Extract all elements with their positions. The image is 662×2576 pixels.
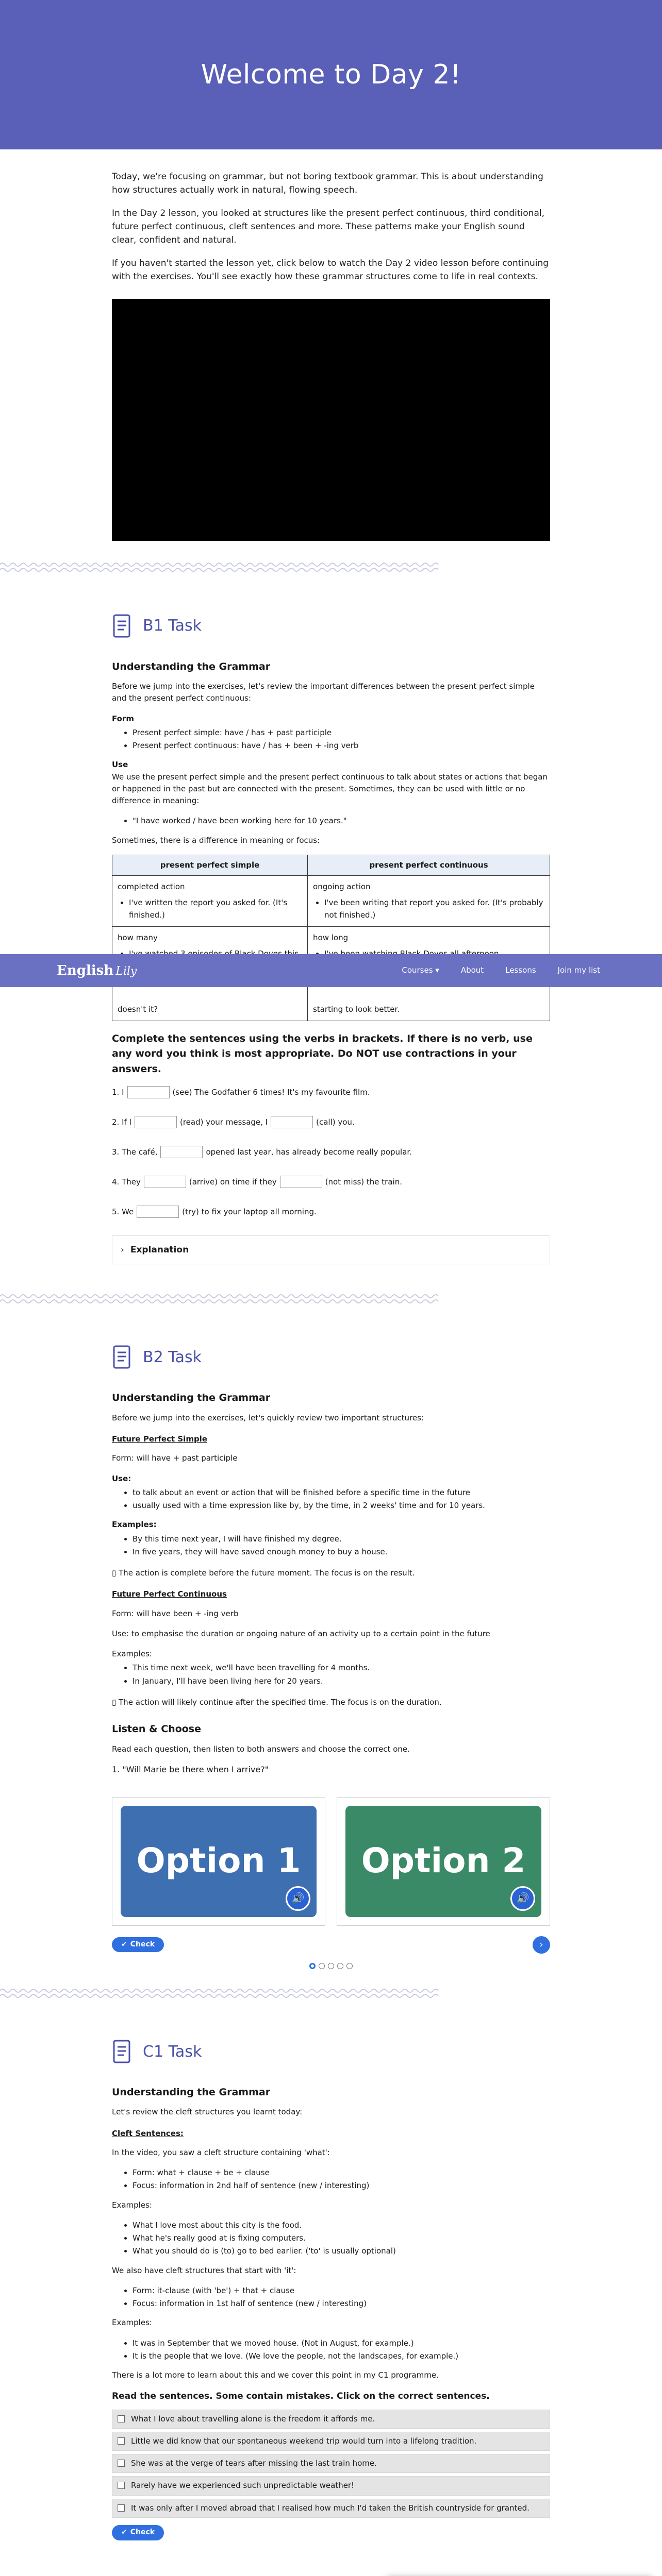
- b2-header: [112, 1345, 550, 1370]
- c1-section: [112, 2040, 550, 2540]
- examples-label: Examples:: [112, 1649, 152, 1659]
- exercise-item: [112, 1116, 550, 1128]
- answer-input[interactable]: [144, 1176, 186, 1188]
- fpc-form: Form: will have been + -ing verb: [112, 1608, 239, 1618]
- exercise-text: (read) your message, I: [179, 1117, 268, 1127]
- cell-label: completed action: [118, 882, 185, 892]
- listen-question: 1. "Will Marie be there when I arrive?": [112, 1764, 269, 1774]
- use-label: Use: [112, 760, 128, 770]
- check-label: Check: [130, 1940, 155, 1948]
- diff-text: Sometimes, there is a difference in meaning or focus:: [112, 835, 320, 845]
- book-icon: [112, 2040, 133, 2064]
- form-list: [133, 727, 550, 752]
- page-title: Welcome to Day 2!: [201, 59, 461, 90]
- list-item: • In five years, they will have saved enough money to buy a house.: [133, 1546, 550, 1558]
- option-1-label: Option 1: [121, 1806, 317, 1917]
- page-dot[interactable]: [328, 1963, 334, 1969]
- speaker-icon[interactable]: 🔊: [286, 1886, 310, 1911]
- exercise-item: [112, 1206, 550, 1218]
- fpc-example-list: [133, 1662, 550, 1687]
- sentence-text: It was only after I moved abroad that I realised how much I'd taken the British countryside for granted.: [131, 2503, 529, 2513]
- sentence-option[interactable]: [112, 2432, 550, 2451]
- intro-paragraph: Today, we're focusing on grammar, but not boring textbook grammar. This is about understanding how structures actually work in natural, flowing speech.: [112, 172, 543, 196]
- fps-use-list: [133, 1487, 550, 1512]
- exercise-item: [112, 1146, 550, 1158]
- fpc-label: Future Perfect Continuous: [112, 1589, 227, 1599]
- sentence-text: What I love about travelling alone is the freedom it affords me.: [131, 2414, 375, 2424]
- check-circle-icon: ✔: [121, 2528, 127, 2536]
- speaker-icon[interactable]: 🔊: [510, 1886, 535, 1911]
- exercise-text: 3. The café,: [112, 1147, 158, 1157]
- exercise-text: opened last year, has already become really popular.: [206, 1147, 412, 1157]
- list-item: • Present perfect simple: have / has + past participle: [133, 727, 550, 739]
- it-intro: We also have cleft structures that start with 'it':: [112, 2265, 296, 2275]
- sentence-option[interactable]: [112, 2499, 550, 2518]
- c1-lead: Let's review the cleft structures you learnt today:: [112, 2107, 303, 2117]
- sentence-option[interactable]: [112, 2410, 550, 2429]
- what-intro: In the video, you saw a cleft structure containing 'what':: [112, 2147, 330, 2157]
- c1-header: [112, 2040, 550, 2064]
- sticky-navbar: [0, 954, 662, 987]
- b1-title: B1 Task: [143, 617, 202, 635]
- listen-choose-title: Listen & Choose: [112, 1723, 201, 1735]
- exercise-text: (arrive) on time if they: [189, 1177, 277, 1187]
- sentence-option[interactable]: [112, 2454, 550, 2473]
- b2-lead: Before we jump into the exercises, let's quickly review two important structures:: [112, 1413, 424, 1422]
- quiz-controls: [112, 1936, 550, 1954]
- table-header: present perfect simple: [112, 855, 308, 875]
- fps-example-list: [133, 1533, 550, 1558]
- use-example-list: [133, 815, 550, 827]
- fps-label: Future Perfect Simple: [112, 1434, 207, 1444]
- exercise-text: 5. We: [112, 1207, 134, 1216]
- sentence-text: She was at the verge of tears after missing the last train home.: [131, 2459, 377, 2468]
- sentence-option[interactable]: [112, 2476, 550, 2495]
- answer-input[interactable]: [160, 1146, 203, 1158]
- list-item: • What he's really good at is fixing computers.: [133, 2232, 550, 2244]
- b1-heading: Understanding the Grammar: [112, 660, 271, 672]
- logo-script: Lily: [115, 964, 137, 978]
- what-form-list: [133, 2167, 550, 2192]
- b1-lead: Before we jump into the exercises, let's review the important differences between the present perfect simple and the present perfect continuous:: [112, 682, 535, 703]
- nav-join[interactable]: Join my list: [557, 965, 600, 975]
- cell-example: doesn't it?: [118, 1004, 158, 1014]
- site-logo[interactable]: [57, 960, 137, 981]
- exercise-item: [112, 1086, 550, 1098]
- nav-lessons[interactable]: Lessons: [505, 965, 536, 975]
- page-dot[interactable]: [309, 1963, 316, 1969]
- nav-about[interactable]: About: [460, 965, 484, 975]
- cell-example: starting to look better.: [313, 1004, 400, 1014]
- form-label: Form: [112, 714, 134, 723]
- pagination-dots: [112, 1963, 550, 1969]
- page-dot[interactable]: [319, 1963, 325, 1969]
- nav-courses[interactable]: Courses ▾: [402, 965, 439, 975]
- list-item: • It was in September that we moved house. (Not in August, for example.): [133, 2337, 550, 2349]
- exercise-text: 1. I: [112, 1087, 124, 1097]
- exercise-text: (see) The Godfather 6 times! It's my favourite film.: [172, 1087, 370, 1097]
- intro-paragraph: In the Day 2 lesson, you looked at structures like the present perfect continuous, third conditional, future perfect continuous, cleft sentences and more. These patterns make your English sound clear, confident and natural.: [112, 208, 544, 246]
- option-1-card[interactable]: [112, 1797, 325, 1926]
- list-item: • Focus: information in 2nd half of sentence (new / interesting): [133, 2180, 550, 2192]
- checkbox[interactable]: [118, 2504, 125, 2512]
- book-icon: [112, 1345, 133, 1370]
- check-button[interactable]: [112, 1937, 164, 1953]
- sentence-list: [112, 2410, 550, 2518]
- checkbox[interactable]: [118, 2437, 125, 2445]
- examples-label: Examples:: [112, 2318, 152, 2328]
- cleft-label: Cleft Sentences:: [112, 2128, 184, 2138]
- c1-title: C1 Task: [143, 2042, 202, 2061]
- wave-divider: [0, 1988, 438, 2000]
- cell-label: ongoing action: [313, 882, 371, 892]
- b2-section: [112, 1345, 550, 1969]
- table-header: present perfect continuous: [308, 855, 550, 875]
- intro-section: [112, 149, 550, 283]
- list-item: • Form: what + clause + be + clause: [133, 2167, 550, 2179]
- checkbox[interactable]: [118, 2415, 125, 2422]
- c1-heading: Understanding the Grammar: [112, 2086, 271, 2098]
- checkbox[interactable]: [118, 2460, 125, 2467]
- cell-label: how long: [313, 933, 349, 942]
- list-item: • This time next week, we'll have been travelling for 4 months.: [133, 1662, 550, 1674]
- wave-divider: [0, 1293, 438, 1306]
- list-item: • Focus: information in 1st half of sentence (new / interesting): [133, 2298, 550, 2310]
- cell-label: how many: [118, 933, 158, 942]
- explanation-label: Explanation: [130, 1244, 189, 1255]
- check-button[interactable]: [112, 2525, 164, 2540]
- comparison-table: [112, 855, 550, 1021]
- what-example-list: [133, 2219, 550, 2258]
- fpc-use: Use: to emphasise the duration or ongoing nature of an activity up to a certain point in the future: [112, 1629, 490, 1638]
- exercise-text: 4. They: [112, 1177, 141, 1187]
- b1-header: [112, 614, 550, 639]
- it-form-list: [133, 2285, 550, 2310]
- use-label: Use:: [112, 1473, 131, 1483]
- answer-input[interactable]: [271, 1116, 313, 1128]
- examples-label: Examples:: [112, 1520, 157, 1530]
- exercise-instructions: Complete the sentences using the verbs in brackets. If there is no verb, use any word you think is most appropriate. Do NOT use contractions in your answers.: [112, 1032, 533, 1075]
- list-item: • Form: it-clause (with 'be') + that + clause: [133, 2285, 550, 2297]
- exercise-text: (not miss) the train.: [325, 1177, 402, 1187]
- list-item: • In January, I'll have been living here for 20 years.: [133, 1675, 550, 1687]
- check-label: Check: [130, 2528, 155, 2536]
- checkbox[interactable]: [118, 2482, 125, 2489]
- book-icon: [112, 614, 133, 639]
- check-circle-icon: ✔: [121, 1940, 127, 1948]
- exercise-item: [112, 1176, 550, 1188]
- answer-input[interactable]: [127, 1086, 170, 1098]
- list-item: • "I have worked / have been working here for 10 years.": [133, 815, 550, 827]
- hero-banner: [0, 0, 662, 149]
- sentence-text: Rarely have we experienced such unpredictable weather!: [131, 2481, 355, 2490]
- exercise-text: 2. If I: [112, 1117, 131, 1127]
- list-item: • What I love most about this city is the food.: [133, 2219, 550, 2231]
- b1-section: [112, 614, 550, 1265]
- fpc-note: ▯ The action will likely continue after the specified time. The focus is on the duration.: [112, 1697, 442, 1707]
- answer-input[interactable]: [280, 1176, 322, 1188]
- cell-example: • I've been writing that report you asked for. (It's probably not finished.): [324, 897, 544, 921]
- exercise-text: (try) to fix your laptop all morning.: [182, 1207, 317, 1216]
- table-row: [112, 876, 550, 927]
- logo-text: English: [57, 962, 114, 978]
- list-item: • to talk about an event or action that will be finished before a specific time in the future: [133, 1487, 550, 1499]
- listen-choose-lead: Read each question, then listen to both answers and choose the correct one.: [112, 1744, 410, 1754]
- exercise-text: (call) you.: [316, 1117, 355, 1127]
- option-grid: [112, 1797, 550, 1926]
- explanation-toggle[interactable]: [112, 1235, 550, 1264]
- nav-links: [402, 964, 600, 976]
- option-2-card[interactable]: [337, 1797, 550, 1926]
- list-item: • By this time next year, I will have finished my degree.: [133, 1533, 550, 1545]
- it-example-list: [133, 2337, 550, 2363]
- list-item: • Present perfect continuous: have / has + been + -ing verb: [133, 740, 550, 752]
- page-dot[interactable]: [346, 1963, 353, 1969]
- list-item: • What you should do is (to) go to bed earlier. ('to' is usually optional): [133, 2245, 550, 2257]
- list-item: • usually used with a time expression like by, by the time, in 2 weeks' time and for 10 years.: [133, 1500, 550, 1512]
- chevron-right-icon: ›: [121, 1244, 124, 1255]
- b2-title: B2 Task: [143, 1348, 202, 1367]
- list-item: • It is the people that we love. (We love the people, not the landscapes, for example.): [133, 2350, 550, 2362]
- use-text: We use the present perfect simple and the present perfect continuous to talk about states or actions that began or happened in the past but are connected with the present. Sometimes, they can be used with little or no difference in meaning:: [112, 772, 548, 806]
- page-dot[interactable]: [337, 1963, 343, 1969]
- answer-input[interactable]: [135, 1116, 177, 1128]
- c1-task-title: Read the sentences. Some contain mistakes. Click on the correct sentences.: [112, 2391, 490, 2402]
- cell-example: • I've written the report you asked for. (It's finished.): [129, 897, 302, 921]
- answer-input[interactable]: [137, 1206, 179, 1218]
- fps-form: Form: will have + past participle: [112, 1453, 238, 1463]
- b2-heading: Understanding the Grammar: [112, 1392, 271, 1404]
- wave-divider: [0, 562, 438, 574]
- sentence-text: Little we did know that our spontaneous weekend trip would turn into a lifelong tradition.: [131, 2436, 477, 2446]
- examples-label: Examples:: [112, 2200, 152, 2210]
- more-info: There is a lot more to learn about this and we cover this point in my C1 programme.: [112, 2370, 439, 2380]
- next-arrow-icon[interactable]: ›: [533, 1936, 550, 1954]
- option-2-label: Option 2: [345, 1806, 541, 1917]
- intro-paragraph: If you haven't started the lesson yet, click below to watch the Day 2 video lesson before continuing with the exercises. You'll see exactly how these grammar structures come to life in real contexts.: [112, 258, 549, 282]
- video-player[interactable]: [112, 299, 550, 541]
- fps-note: ▯ The action is complete before the future moment. The focus is on the result.: [112, 1568, 415, 1578]
